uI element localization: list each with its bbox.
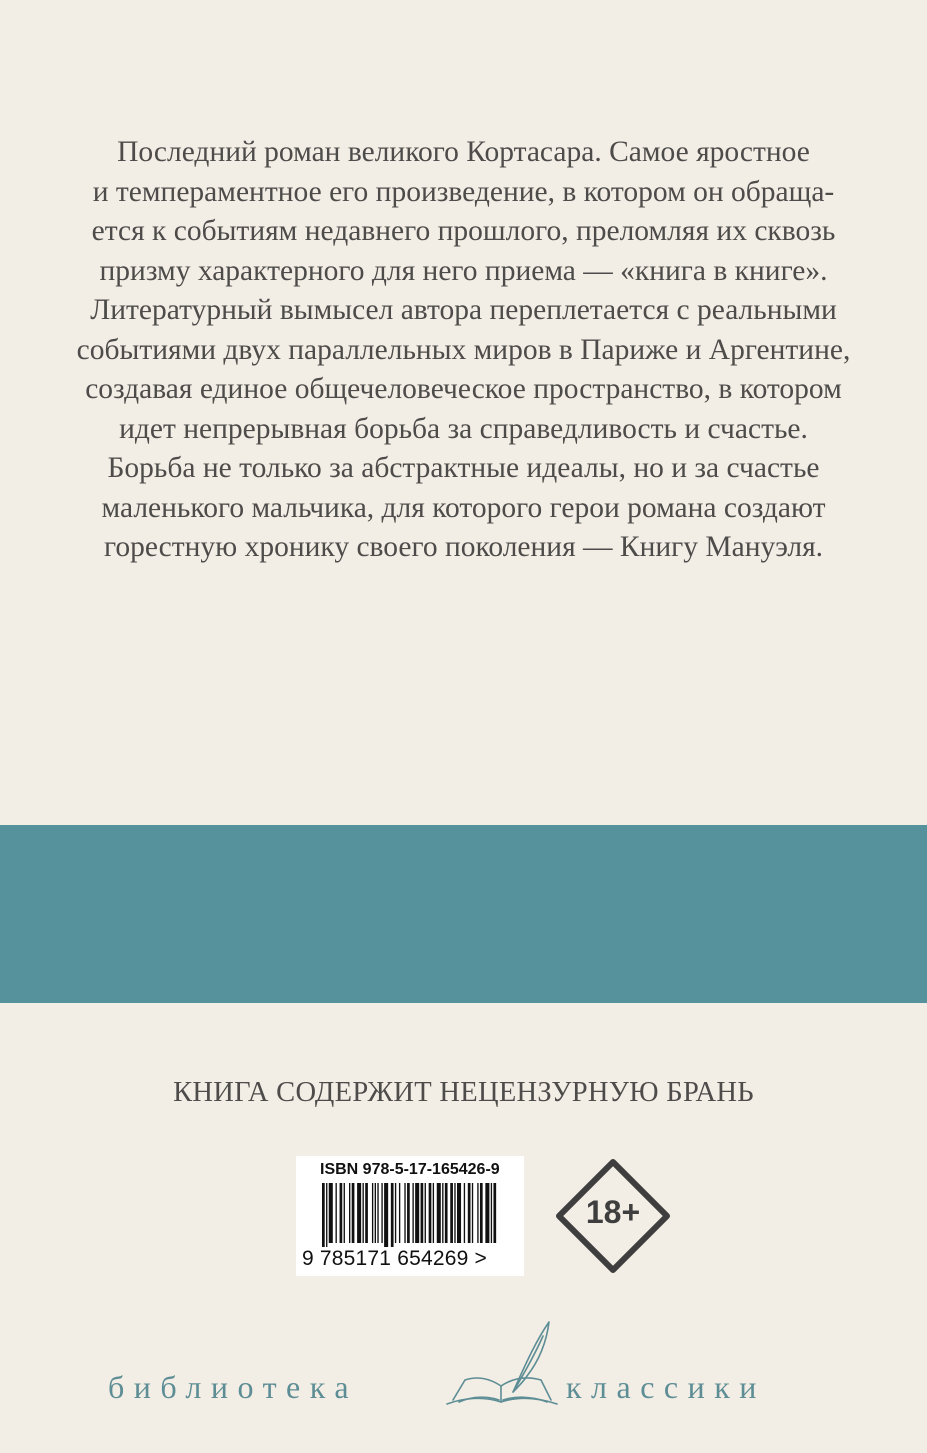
barcode-bar bbox=[491, 1183, 492, 1243]
barcode-bar bbox=[349, 1183, 350, 1243]
barcode-bar bbox=[445, 1183, 448, 1243]
barcode-bar bbox=[468, 1183, 471, 1243]
barcode-bar bbox=[404, 1183, 405, 1243]
barcode-bar bbox=[485, 1183, 489, 1243]
blurb-line: маленького мальчика, для которого герои романа создают bbox=[101, 491, 826, 524]
blurb-line: ется к событиям недавнего прошлого, преломляя их сквозь bbox=[91, 215, 836, 247]
barcode-bar bbox=[407, 1183, 410, 1243]
barcode-bar bbox=[381, 1183, 382, 1243]
blurb-line: событиями двух параллельных миров в Париже и Аргентине, bbox=[76, 333, 851, 366]
barcode-bar bbox=[457, 1183, 461, 1243]
barcode-bar bbox=[464, 1183, 465, 1243]
barcode-bar bbox=[344, 1183, 345, 1243]
barcode-bar bbox=[375, 1183, 376, 1243]
barcode-bar bbox=[433, 1183, 434, 1243]
barcode-bar bbox=[395, 1183, 396, 1243]
blurb-line: Последний роман великого Кортасара. Самое яростное bbox=[117, 136, 810, 168]
barcode-bar bbox=[412, 1183, 413, 1243]
blurb-line: Литературный вымысел автора переплетается с реальными bbox=[90, 294, 837, 326]
barcode-bars bbox=[322, 1183, 498, 1247]
barcode-bar bbox=[472, 1183, 473, 1243]
barcode-bar bbox=[425, 1183, 426, 1243]
barcode-bar bbox=[372, 1183, 373, 1243]
barcode-bar bbox=[493, 1183, 496, 1243]
barcode-bar bbox=[326, 1183, 327, 1247]
barcode-bar bbox=[454, 1183, 455, 1243]
barcode-bar bbox=[429, 1183, 432, 1243]
series-name-right: классики bbox=[566, 1369, 766, 1405]
barcode-bar bbox=[352, 1183, 355, 1243]
blurb-line: идет непрерывная борьба за справедливость и счастье. bbox=[119, 412, 808, 445]
barcode-bar bbox=[384, 1183, 388, 1247]
barcode-bar bbox=[399, 1183, 400, 1243]
blurb-line: горестную хронику своего поколения — Книгу Мануэля. bbox=[103, 531, 824, 563]
isbn-barcode bbox=[296, 1156, 524, 1276]
teal-color-band bbox=[0, 825, 927, 1003]
barcode-bar bbox=[336, 1183, 337, 1243]
barcode-bar bbox=[421, 1183, 424, 1243]
barcode-bar bbox=[329, 1183, 333, 1243]
blurb-text bbox=[0, 133, 927, 568]
barcode-bar bbox=[340, 1183, 343, 1243]
series-name-left: библиотека bbox=[108, 1369, 359, 1405]
barcode-bar bbox=[391, 1183, 394, 1247]
open-book-quill-icon bbox=[443, 1318, 561, 1408]
barcode-bar bbox=[437, 1183, 441, 1243]
barcode-bar bbox=[357, 1183, 361, 1243]
barcode-bar bbox=[477, 1183, 478, 1243]
barcode-bar bbox=[415, 1183, 419, 1243]
barcode-bar bbox=[450, 1183, 453, 1243]
blurb-line: создавая единое общечеловеческое пространство, в котором bbox=[85, 373, 842, 405]
blurb-line: призму характерного для него приема — «книга в книге». bbox=[99, 254, 828, 287]
barcode-bar bbox=[442, 1183, 443, 1243]
barcode-bar bbox=[480, 1183, 483, 1243]
isbn-number: ISBN 978-5-17-165426-9 bbox=[320, 1161, 500, 1178]
barcode-bar bbox=[322, 1183, 325, 1247]
blurb-line: и темпераментное его произведение, в котором он обраща- bbox=[92, 175, 835, 208]
barcode-bar bbox=[365, 1183, 368, 1243]
barcode-bar bbox=[363, 1183, 364, 1243]
blurb-line: Борьба не только за абстрактные идеалы, но и за счастье bbox=[107, 452, 820, 484]
ean-digits: 9 785171 654269 > bbox=[302, 1247, 487, 1270]
barcode-bar bbox=[377, 1183, 378, 1243]
content-warning: КНИГА СОДЕРЖИТ НЕЦЕНЗУРНУЮ БРАНЬ bbox=[173, 1077, 754, 1108]
age-rating: 18+ bbox=[585, 1194, 641, 1230]
